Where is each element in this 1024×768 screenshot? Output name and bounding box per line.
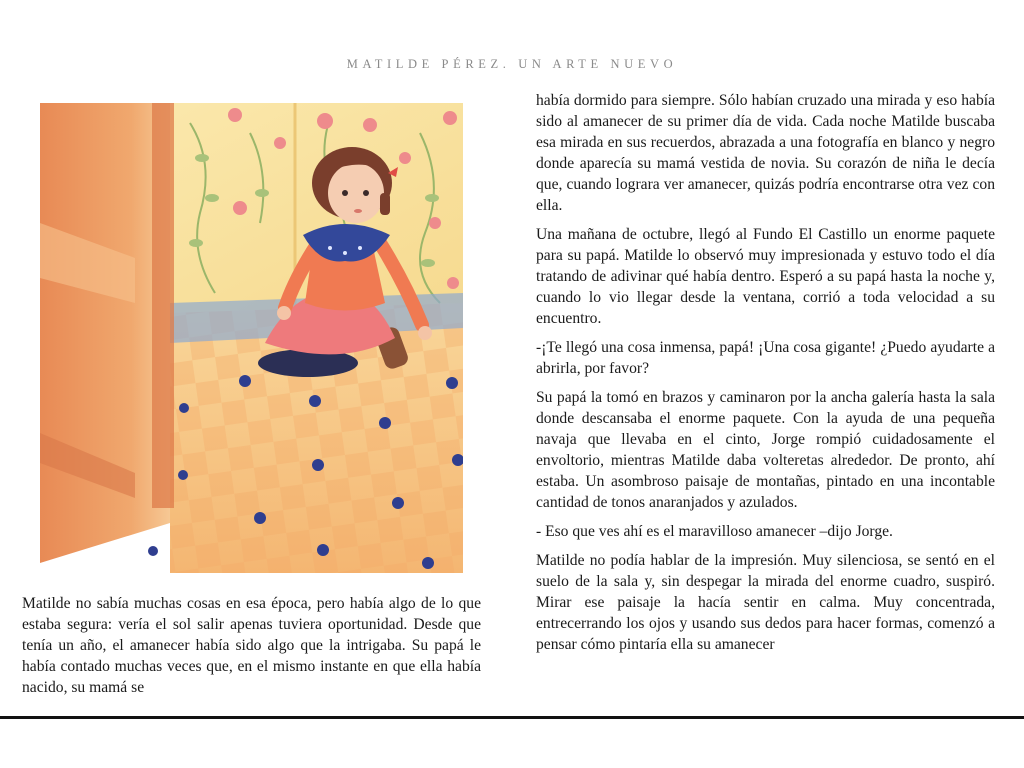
paragraph: Matilde no sabía muchas cosas en esa época, pero había algo de lo que estaba segura: vería el sol salir apenas tuviera oportunidad. Desde que tenía un año, el amanecer había sido algo que la intrigaba. Su papá le había contado muchas veces que, en el mismo instante en que ella había nacido, su mamá se: [22, 595, 481, 696]
right-text-column: [536, 90, 995, 663]
paragraph: Una mañana de octubre, llegó al Fundo El Castillo un enorme paquete para su papá. Matilde lo observó muy impresionada y estuvo todo el día tratando de adivinar qué había dentro. Esperó a su papá hasta la noche y, cuando lo vio llegar desde la ventana, corrió a toda velocidad a su encuentro.: [536, 226, 995, 327]
running-header: MATILDE PÉREZ. UN ARTE NUEVO: [346, 57, 678, 71]
left-text-column: [22, 593, 481, 706]
paragraph: -¡Te llegó una cosa inmensa, papá! ¡Una cosa gigante! ¿Puedo ayudarte a abrirla, por favor?: [536, 339, 995, 377]
paragraph: Matilde no podía hablar de la impresión. Muy silenciosa, se sentó en el suelo de la sala y, sin despegar la mirada del enorme cuadro, suspiró. Mirar ese paisaje la hacía sentir en calma. Muy concentrada, entrecerrando los ojos y usando sus dedos para hacer formas, comenzó a pensar cómo pintaría ella su amanecer: [536, 552, 995, 653]
paragraph: había dormido para siempre. Sólo habían cruzado una mirada y eso había sido al amanecer de su primer día de vida. Cada noche Matilde buscaba esa mirada en sus recuerdos, abrazada a una fotografía en blanco y negro donde aparecía su mamá vestida de novia. Su corazón de niña le decía que, cuando lograra ver amanecer, quizás podría encontrarse otra vez con ella.: [536, 92, 995, 214]
paragraph: - Eso que ves ahí es el maravilloso amanecer –dijo Jorge.: [536, 523, 893, 540]
page-bottom-rule: [0, 716, 1024, 719]
illustration-art: [40, 103, 463, 573]
paragraph: Su papá la tomó en brazos y caminaron por la ancha galería hasta la sala donde descansaba el enorme paquete. Con la ayuda de una pequeña navaja que llevaba en el cinto, Jorge rompió cuidadosamente el envoltorio, mientras Matilde daba volteretas alrededor. De pronto, ahí estaba. Un asombroso paisaje de montañas, pintado en una incontable cantidad de tonos anaranjados y azulados.: [536, 389, 995, 511]
story-illustration: [40, 103, 463, 573]
